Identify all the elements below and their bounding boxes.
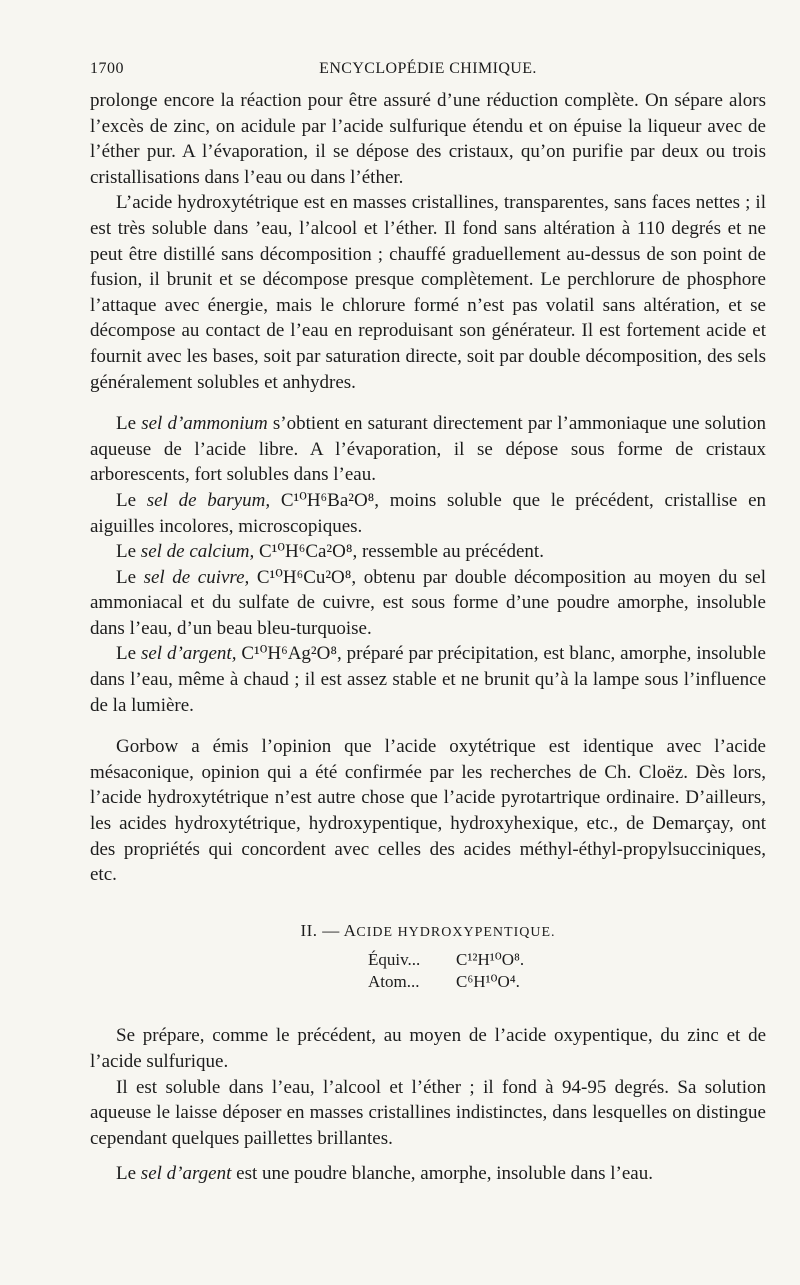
paragraph-ammonium-salt: Le sel d’ammonium s’obtient en saturant directement par l’ammoniaque une solution aqueuse de l’acide libre. A l’évaporation, il se dépose sous forme de cristaux arborescents, fort solubles dans l’eau. xyxy=(90,413,766,486)
paragraph-silver-salt: Le sel d’argent, C¹⁰H⁶Ag²O⁸, préparé par précipitation, est blanc, amorphe, insoluble dans l’eau, même à chaud ; il est assez stable et ne brunit qu’à la lampe sous l’influence de la lumière. xyxy=(90,643,766,716)
paragraph-preparation: Se prépare, comme le précédent, au moyen de l’acide oxypentique, du zinc et de l’acide sulfurique. xyxy=(90,1025,766,1072)
paragraph-properties: L’acide hydroxytétrique est en masses cristallines, transparentes, sans faces nettes ; il est très soluble dans ’eau, l’alcool et l’éther. Il fond sans altération à 110 degrés et ne peut être distillé sans décomposition ; chauffé graduellement au-dessus de son point de fusion, il brunit et se décompose presque complètement. Le perchlorure de phosphore l’attaque avec énergie, mais le chlorure formé n’est pas volatil sans altération, et se décompose au contact de l’eau en reproduisant son générateur. Il est fortement acide et fournit avec les bases, soit par saturation directe, soit par double décomposition, des sels généralement solubles et anhydres. xyxy=(90,192,766,393)
running-title: ENCYCLOPÉDIE CHIMIQUE. xyxy=(319,60,537,77)
formula-block xyxy=(298,949,558,993)
formula-row-equivalent: Équiv... C¹²H¹⁰O⁸. xyxy=(368,950,525,970)
salt-name: sel d’argent xyxy=(140,1163,232,1185)
section-heading: II. — ACIDE HYDROXYPENTIQUE. xyxy=(300,920,556,940)
salt-name: sel de calcium, xyxy=(140,541,255,563)
paragraph-copper-salt: Le sel de cuivre, C¹⁰H⁶Cu²O⁸, obtenu par double décomposition au moyen du sel ammoniacal et du sulfate de cuivre, est sous forme d’une poudre amorphe, insoluble dans l’eau, d’un beau bleu-turquoise. xyxy=(90,566,766,639)
page-body xyxy=(90,88,766,1187)
formula-row-atomic: Atom... C⁶H¹⁰O⁴. xyxy=(368,972,520,992)
page-header xyxy=(90,60,766,82)
paragraph-barium-salt: Le sel de baryum, C¹⁰H⁶Ba²O⁸, moins soluble que le précédent, cristallise en aiguilles incolores, microscopiques. xyxy=(90,489,766,537)
salt-name: sel d’argent, xyxy=(140,643,237,665)
salt-name: sel de cuivre, xyxy=(143,566,250,588)
paragraph-gorbow: Gorbow a émis l’opinion que l’acide oxytétrique est identique avec l’acide mésaconique, opinion qui a été confirmée par les recherches de Ch. Cloëz. Dès lors, l’acide hydroxytétrique n’est autre chose que l’acide pyrotartrique ordinaire. D’ailleurs, les acides hydroxytétrique, hydroxypentique, hydroxyhexique, etc., de Demarçay, ont des propriétés qui concordent avec celles des acides méthyl-éthyl-propylsucciniques, etc. xyxy=(90,736,766,886)
page-number: 1700 xyxy=(90,60,124,77)
paragraph-continuation: prolonge encore la réaction pour être assuré d’une réduction complète. On sépare alors l’excès de zinc, on acidule par l’acide sulfurique étendu et on épuise la liqueur avec de l’éther pur. A l’évaporation, il se dépose des cristaux, qu’on purifie par deux ou trois cristallisations dans l’eau ou dans l’éther. xyxy=(90,90,766,188)
salt-name: sel de baryum, xyxy=(146,489,271,511)
paragraph-solubility: Il est soluble dans l’eau, l’alcool et l’éther ; il fond à 94-95 degrés. Sa solution aqueuse le laisse déposer en masses cristallines indistinctes, dans lesquelles on distingue cependant quelques paillettes brillantes. xyxy=(90,1076,766,1149)
paragraph-calcium-salt: Le sel de calcium, C¹⁰H⁶Ca²O⁸, ressemble au précédent. xyxy=(116,541,544,563)
paragraph-final-silver-salt: Le sel d’argent est une poudre blanche, amorphe, insoluble dans l’eau. xyxy=(116,1163,653,1185)
salt-name: sel d’ammonium xyxy=(141,413,268,435)
